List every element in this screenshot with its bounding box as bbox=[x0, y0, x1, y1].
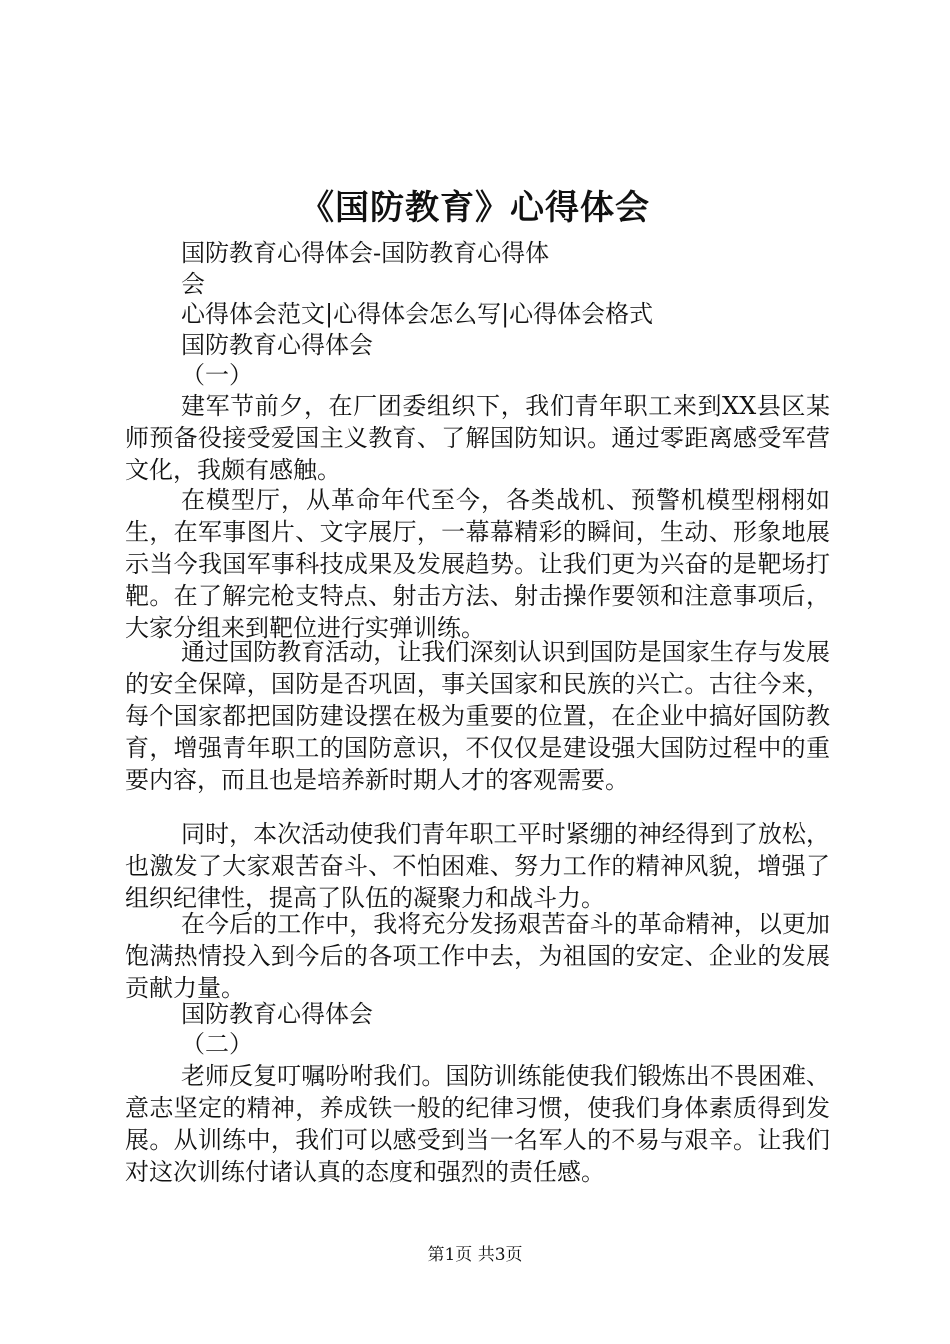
section-number-2: （二） bbox=[181, 1030, 253, 1058]
page-indicator: 第1页 共3页 bbox=[427, 1245, 523, 1265]
category-line: 心得体会范文|心得体会怎么写|心得体会格式 bbox=[181, 300, 654, 328]
section-number-1: （一） bbox=[181, 361, 253, 389]
subtitle-line-1: 国防教育心得体会-国防教育心得体 bbox=[181, 239, 550, 267]
subtitle-line-2: 会 bbox=[181, 270, 205, 298]
document-title: 《国防教育》心得体会 bbox=[300, 188, 650, 228]
paragraph-4: 同时，本次活动使我们青年职工平时紧绷的神经得到了放松，也激发了大家艰苦奋斗、不怕困难、努力工作的精神风貌，增强了组织纪律性，提高了队伍的凝聚力和战斗力。 bbox=[125, 820, 830, 912]
section-heading-2: 国防教育心得体会 bbox=[181, 1000, 373, 1028]
paragraph-1: 建军节前夕，在厂团委组织下，我们青年职工来到XX县区某师预备役接受爱国主义教育、了解国防知识。通过零距离感受军营文化，我颇有感触。 bbox=[125, 392, 830, 484]
paragraph-2: 在模型厅，从革命年代至今，各类战机、预警机模型栩栩如生，在军事图片、文字展厅，一幕幕精彩的瞬间，生动、形象地展示当今我国军事科技成果及发展趋势。让我们更为兴奋的是靶场打靶。在了解完枪支特点、射击方法、射击操作要领和注意事项后，大家分组来到靶位进行实弹训练。 bbox=[125, 486, 830, 642]
section-heading-1: 国防教育心得体会 bbox=[181, 331, 373, 359]
paragraph-3: 通过国防教育活动，让我们深刻认识到国防是国家生存与发展的安全保障，国防是否巩固，事关国家和民族的兴亡。古往今来，每个国家都把国防建设摆在极为重要的位置，在企业中搞好国防教育，增强青年职工的国防意识，不仅仅是建设强大国防过程中的重要内容，而且也是培养新时期人才的客观需要。 bbox=[125, 638, 830, 794]
paragraph-6: 老师反复叮嘱吩咐我们。国防训练能使我们锻炼出不畏困难、意志坚定的精神，养成铁一般的纪律习惯，使我们身体素质得到发展。从训练中，我们可以感受到当一名军人的不易与艰辛。让我们对这次训练付诸认真的态度和强烈的责任感。 bbox=[125, 1062, 830, 1186]
paragraph-5: 在今后的工作中，我将充分发扬艰苦奋斗的革命精神，以更加饱满热情投入到今后的各项工作中去，为祖国的安定、企业的发展贡献力量。 bbox=[125, 910, 830, 1002]
